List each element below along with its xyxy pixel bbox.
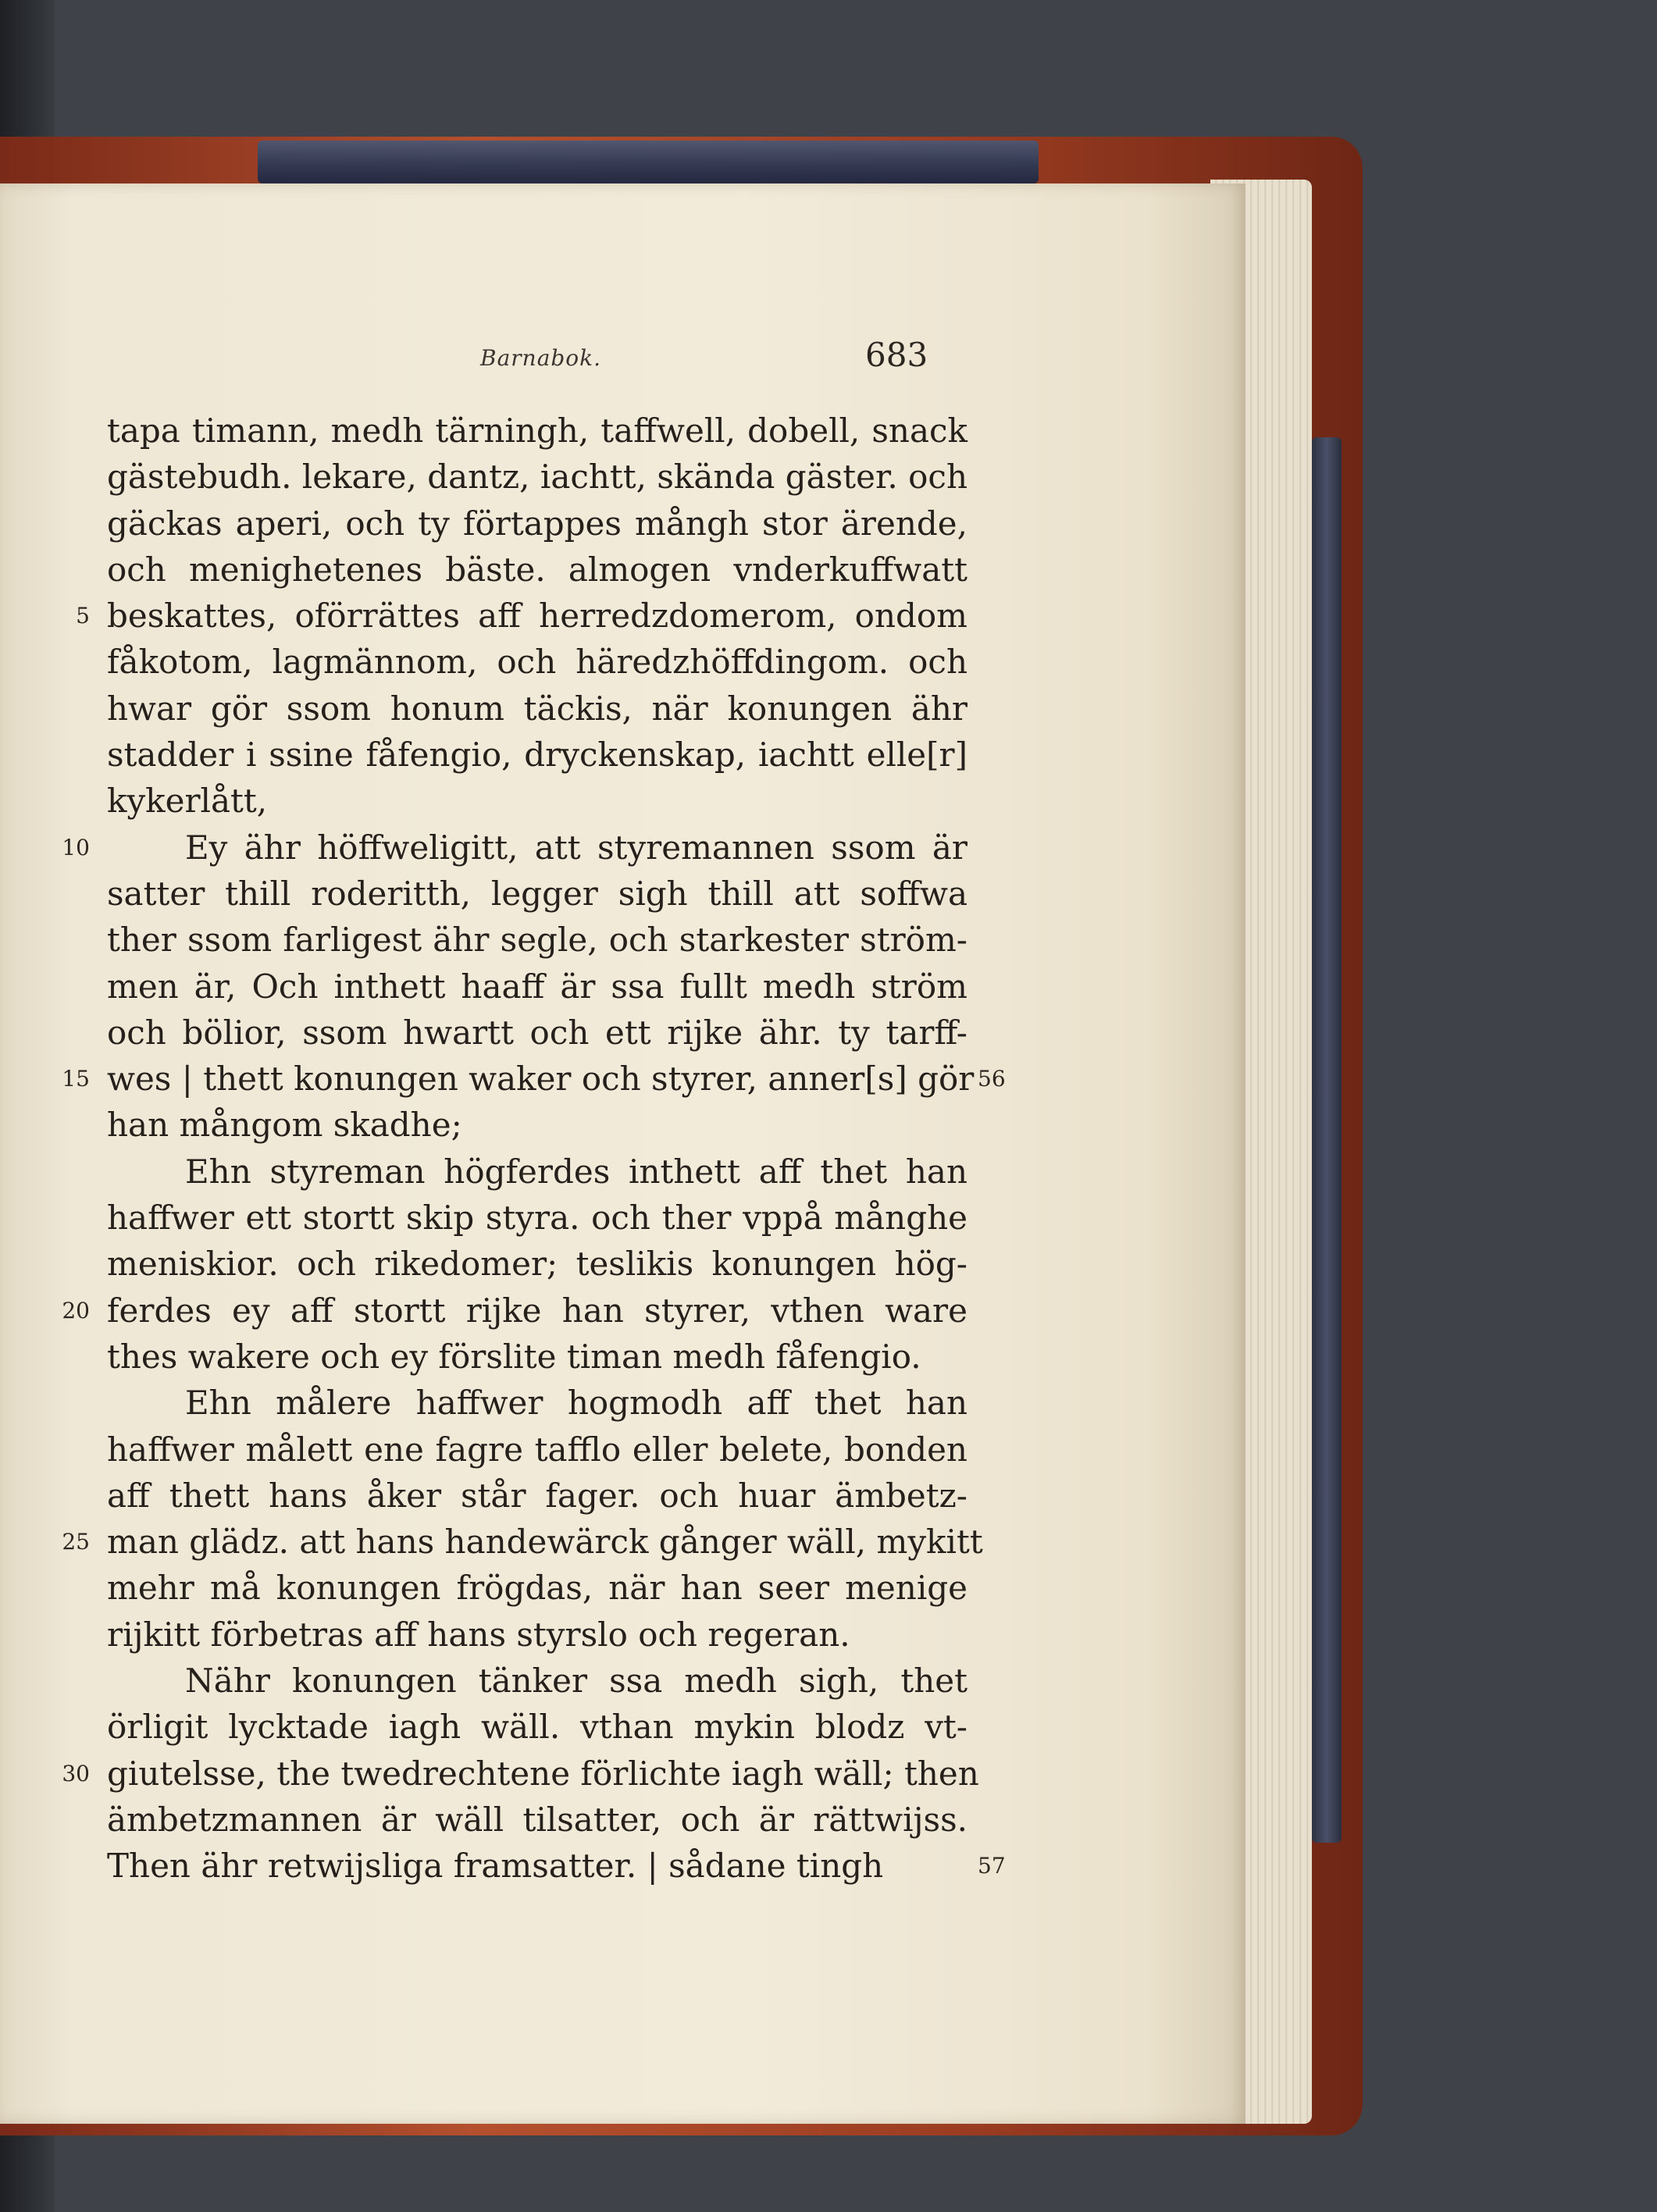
line-text: ämbetzmannen är wäll tilsatter, och är rättwijss. [107,1800,967,1839]
page-header [0,336,1657,390]
text-line [107,408,967,454]
text-line [62,1288,967,1334]
line-text: Ehn styreman högferdes inthett aff thet han [185,1152,967,1191]
line-text: meniskior. och rikedomer; teslikis konungen hög- [107,1245,967,1284]
running-title: Barnabok. [480,345,602,371]
text-line [107,1149,967,1195]
text-line [107,500,967,547]
line-text: tapa timann, medh tärningh, taffwell, dobell, snack [107,411,967,450]
text-line [107,639,967,685]
line-text: Ey ähr höffweligitt, att styremannen ssom är [185,828,967,867]
line-text: och menighetenes bäste. almogen vnderkuffwatt [107,550,967,589]
text-line [107,1612,967,1658]
line-text: och bölior, ssom hwartt och ett rijke ähr. ty tarff- [107,1013,967,1052]
text-line [107,732,967,778]
line-text: man glädz. att hans handewärck gånger wäll, mykitt [107,1523,983,1562]
line-text: stadder i ssine fåfengio, dryckenskap, iachtt elle[r] [107,736,967,775]
text-line [107,1102,967,1148]
spine-band [258,141,1039,183]
line-text: örligit lycktade iagh wäll. vthan mykin blodz vt- [107,1708,967,1747]
line-text: mehr må konungen frögdas, när han seer menige [107,1569,967,1608]
line-number: 10 [62,834,90,860]
margin-reference: 57 [978,1853,1006,1879]
line-text: ferdes ey aff stortt rijke han styrer, vthen ware [107,1291,967,1330]
page-number: 683 [865,336,928,374]
line-text: ther ssom farligest ähr segle, och starkester ström- [107,921,967,960]
text-line [107,547,967,593]
line-text: Nähr konungen tänker ssa medh sigh, thet [185,1662,967,1701]
line-text: aff thett hans åker står fager. och huar ämbetz- [107,1476,967,1515]
text-line [107,1334,967,1380]
text-line [107,1565,967,1611]
text-line [107,964,967,1010]
line-text: hwar gör ssom honum täckis, när konungen ähr [107,689,967,728]
text-line [107,917,967,963]
line-text: Ehn målere haffwer hogmodh aff thet han [185,1384,967,1423]
text-line [107,1195,967,1241]
line-number: 25 [62,1529,90,1555]
text-line [76,593,967,639]
line-text: fåkotom, lagmännom, och häredzhöffdingom. och [107,643,967,682]
text-line [107,871,967,917]
line-number: 20 [62,1297,90,1323]
line-text: kykerlått, [107,782,268,821]
text-line [107,1704,967,1750]
text-line [62,1056,1006,1102]
line-number: 15 [62,1066,90,1092]
margin-reference: 56 [978,1066,1006,1092]
line-text: giutelsse, the twedrechtene förlichte iagh wäll; then [107,1754,979,1793]
text-line [62,825,967,871]
line-text: haffwer ett stortt skip styra. och ther vppå månghe [107,1199,967,1238]
line-text: men är, Och inthett haaff är ssa fullt medh ström [107,967,967,1006]
text-line [62,1751,979,1797]
text-line [107,686,967,732]
text-line [107,454,967,500]
line-number: 30 [62,1760,90,1786]
line-text: han mångom skadhe; [107,1106,462,1145]
text-line [107,1843,1006,1889]
line-text: haffwer målett ene fagre tafflo eller belete, bonden [107,1430,967,1469]
text-line [107,1797,967,1843]
text-line [107,1241,967,1287]
line-text: wes | thett konungen waker och styrer, anner[s] gör [107,1060,975,1099]
text-line [107,1010,967,1056]
line-number: 5 [76,603,90,629]
text-line [107,1427,967,1473]
line-text: thes wakere och ey förslite timan medh fåfengio. [107,1337,921,1376]
line-text: satter thill roderitth, legger sigh thill att soffwa [107,874,967,913]
line-text: gästebudh. lekare, dantz, iachtt, skända gäster. och [107,458,967,497]
fore-edge [1312,437,1342,1843]
text-block [62,408,1006,1890]
text-line [107,1658,967,1704]
text-line [107,1380,967,1426]
line-text: gäckas aperi, och ty förtappes mångh stor ärende, [107,504,967,543]
text-line [107,778,967,824]
line-text: beskattes, oförrättes aff herredzdomerom, ondom [107,597,967,636]
line-text: rijkitt förbetras aff hans styrslo och regeran. [107,1615,850,1654]
text-line [62,1519,983,1565]
line-text: Then ähr retwijsliga framsatter. | sådane tingh [107,1847,884,1886]
text-line [107,1473,967,1519]
